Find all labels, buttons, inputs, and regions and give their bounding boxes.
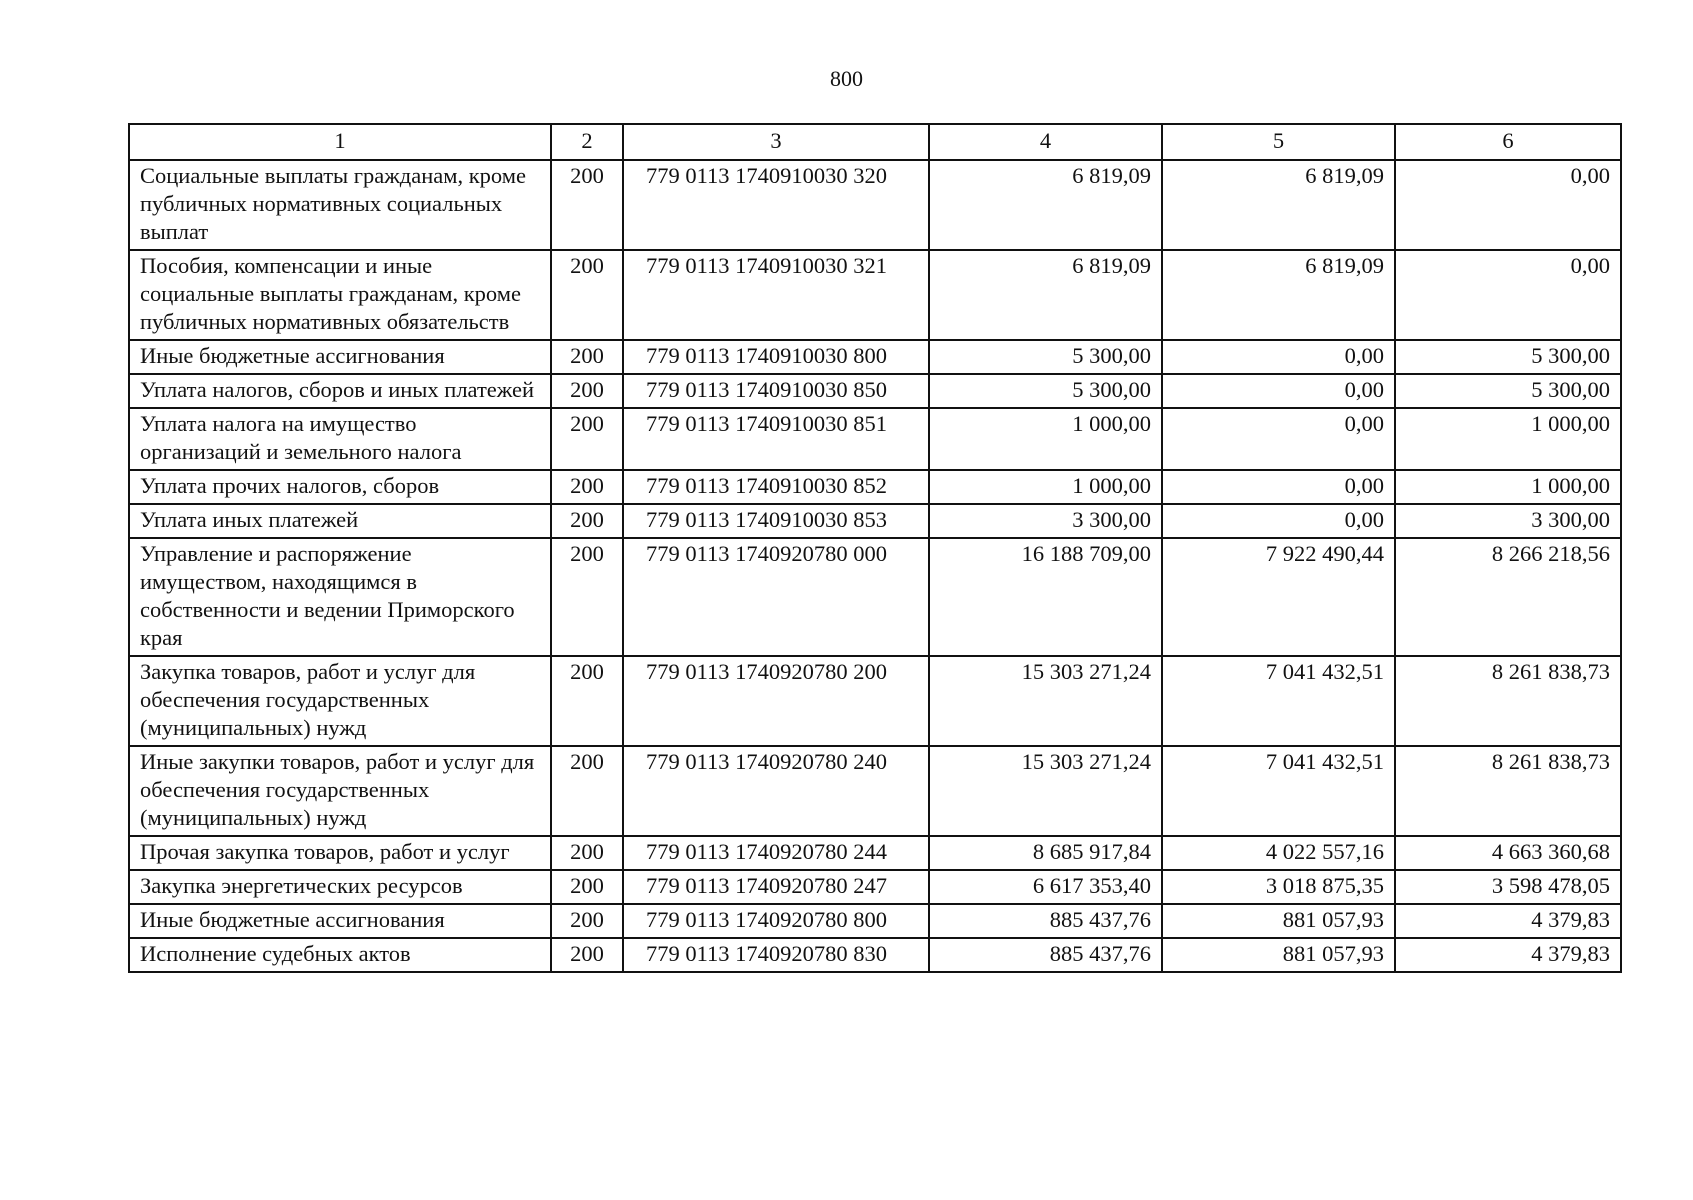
row-col2-cell: 200 <box>551 870 623 904</box>
table-row <box>129 160 1621 250</box>
row-code-cell: 779 0113 1740910030 851 <box>623 408 929 470</box>
row-col4-cell: 6 819,09 <box>929 160 1162 250</box>
row-code-cell: 779 0113 1740920780 830 <box>623 938 929 972</box>
row-col6-cell: 5 300,00 <box>1395 374 1621 408</box>
row-code-cell: 779 0113 1740910030 850 <box>623 374 929 408</box>
table-row <box>129 938 1621 972</box>
row-col4-cell: 885 437,76 <box>929 938 1162 972</box>
budget-table <box>128 123 1622 973</box>
row-code-cell: 779 0113 1740920780 800 <box>623 904 929 938</box>
row-col4-cell: 5 300,00 <box>929 340 1162 374</box>
table-row <box>129 746 1621 836</box>
row-col5-cell: 0,00 <box>1162 374 1395 408</box>
row-code-cell: 779 0113 1740920780 200 <box>623 656 929 746</box>
row-name-cell: Закупка товаров, работ и услуг для обеспечения государственных (муниципальных) нужд <box>129 656 551 746</box>
row-code-cell: 779 0113 1740910030 853 <box>623 504 929 538</box>
row-col4-cell: 16 188 709,00 <box>929 538 1162 656</box>
row-col4-cell: 1 000,00 <box>929 470 1162 504</box>
row-name-cell: Иные бюджетные ассигнования <box>129 340 551 374</box>
row-name-cell: Уплата иных платежей <box>129 504 551 538</box>
row-col6-cell: 8 266 218,56 <box>1395 538 1621 656</box>
row-col4-cell: 3 300,00 <box>929 504 1162 538</box>
row-name-cell: Закупка энергетических ресурсов <box>129 870 551 904</box>
table-row <box>129 340 1621 374</box>
row-col6-cell: 8 261 838,73 <box>1395 746 1621 836</box>
row-col2-cell: 200 <box>551 746 623 836</box>
row-col6-cell: 4 379,83 <box>1395 938 1621 972</box>
row-col4-cell: 5 300,00 <box>929 374 1162 408</box>
table-row <box>129 250 1621 340</box>
column-header-4: 4 <box>929 124 1162 160</box>
row-col4-cell: 1 000,00 <box>929 408 1162 470</box>
row-col5-cell: 0,00 <box>1162 340 1395 374</box>
row-name-cell: Управление и распоряжение имуществом, находящимся в собственности и ведении Приморского края <box>129 538 551 656</box>
table-row <box>129 538 1621 656</box>
table-row <box>129 504 1621 538</box>
table-row <box>129 656 1621 746</box>
row-code-cell: 779 0113 1740920780 000 <box>623 538 929 656</box>
row-col2-cell: 200 <box>551 538 623 656</box>
row-name-cell: Уплата налогов, сборов и иных платежей <box>129 374 551 408</box>
row-name-cell: Прочая закупка товаров, работ и услуг <box>129 836 551 870</box>
row-name-cell: Социальные выплаты гражданам, кроме публичных нормативных социальных выплат <box>129 160 551 250</box>
row-col5-cell: 0,00 <box>1162 408 1395 470</box>
row-name-cell: Уплата налога на имущество организаций и земельного налога <box>129 408 551 470</box>
column-header-3: 3 <box>623 124 929 160</box>
table-header-row <box>129 124 1621 160</box>
row-col2-cell: 200 <box>551 160 623 250</box>
row-col6-cell: 3 300,00 <box>1395 504 1621 538</box>
row-code-cell: 779 0113 1740910030 852 <box>623 470 929 504</box>
row-col6-cell: 8 261 838,73 <box>1395 656 1621 746</box>
row-col6-cell: 0,00 <box>1395 160 1621 250</box>
table-body <box>129 160 1621 972</box>
row-col2-cell: 200 <box>551 904 623 938</box>
row-col5-cell: 0,00 <box>1162 470 1395 504</box>
row-col2-cell: 200 <box>551 250 623 340</box>
page-number: 800 <box>830 66 863 91</box>
row-col6-cell: 4 663 360,68 <box>1395 836 1621 870</box>
column-header-2: 2 <box>551 124 623 160</box>
row-col4-cell: 15 303 271,24 <box>929 656 1162 746</box>
row-col2-cell: 200 <box>551 656 623 746</box>
table-row <box>129 870 1621 904</box>
row-code-cell: 779 0113 1740920780 240 <box>623 746 929 836</box>
table-row <box>129 904 1621 938</box>
column-header-1: 1 <box>129 124 551 160</box>
row-col6-cell: 1 000,00 <box>1395 470 1621 504</box>
row-col2-cell: 200 <box>551 408 623 470</box>
row-col4-cell: 6 819,09 <box>929 250 1162 340</box>
row-col5-cell: 881 057,93 <box>1162 904 1395 938</box>
row-name-cell: Иные закупки товаров, работ и услуг для обеспечения государственных (муниципальных) нужд <box>129 746 551 836</box>
row-col5-cell: 0,00 <box>1162 504 1395 538</box>
table-row <box>129 374 1621 408</box>
row-col4-cell: 6 617 353,40 <box>929 870 1162 904</box>
row-code-cell: 779 0113 1740910030 320 <box>623 160 929 250</box>
row-col6-cell: 3 598 478,05 <box>1395 870 1621 904</box>
row-name-cell: Иные бюджетные ассигнования <box>129 904 551 938</box>
row-col5-cell: 6 819,09 <box>1162 250 1395 340</box>
row-col5-cell: 881 057,93 <box>1162 938 1395 972</box>
column-header-5: 5 <box>1162 124 1395 160</box>
row-col2-cell: 200 <box>551 836 623 870</box>
row-col2-cell: 200 <box>551 938 623 972</box>
row-col5-cell: 7 041 432,51 <box>1162 656 1395 746</box>
row-col6-cell: 4 379,83 <box>1395 904 1621 938</box>
row-code-cell: 779 0113 1740910030 321 <box>623 250 929 340</box>
row-col6-cell: 0,00 <box>1395 250 1621 340</box>
row-col2-cell: 200 <box>551 374 623 408</box>
row-col6-cell: 5 300,00 <box>1395 340 1621 374</box>
row-name-cell: Пособия, компенсации и иные социальные выплаты гражданам, кроме публичных нормативных обязательств <box>129 250 551 340</box>
row-col5-cell: 4 022 557,16 <box>1162 836 1395 870</box>
row-code-cell: 779 0113 1740920780 247 <box>623 870 929 904</box>
column-header-6: 6 <box>1395 124 1621 160</box>
row-col2-cell: 200 <box>551 470 623 504</box>
table-row <box>129 470 1621 504</box>
row-col4-cell: 8 685 917,84 <box>929 836 1162 870</box>
row-col2-cell: 200 <box>551 340 623 374</box>
row-col6-cell: 1 000,00 <box>1395 408 1621 470</box>
row-col4-cell: 15 303 271,24 <box>929 746 1162 836</box>
row-col5-cell: 6 819,09 <box>1162 160 1395 250</box>
row-col5-cell: 3 018 875,35 <box>1162 870 1395 904</box>
row-col5-cell: 7 922 490,44 <box>1162 538 1395 656</box>
table-row <box>129 408 1621 470</box>
row-col5-cell: 7 041 432,51 <box>1162 746 1395 836</box>
row-code-cell: 779 0113 1740910030 800 <box>623 340 929 374</box>
table-row <box>129 836 1621 870</box>
row-col4-cell: 885 437,76 <box>929 904 1162 938</box>
row-code-cell: 779 0113 1740920780 244 <box>623 836 929 870</box>
row-col2-cell: 200 <box>551 504 623 538</box>
row-name-cell: Исполнение судебных актов <box>129 938 551 972</box>
row-name-cell: Уплата прочих налогов, сборов <box>129 470 551 504</box>
